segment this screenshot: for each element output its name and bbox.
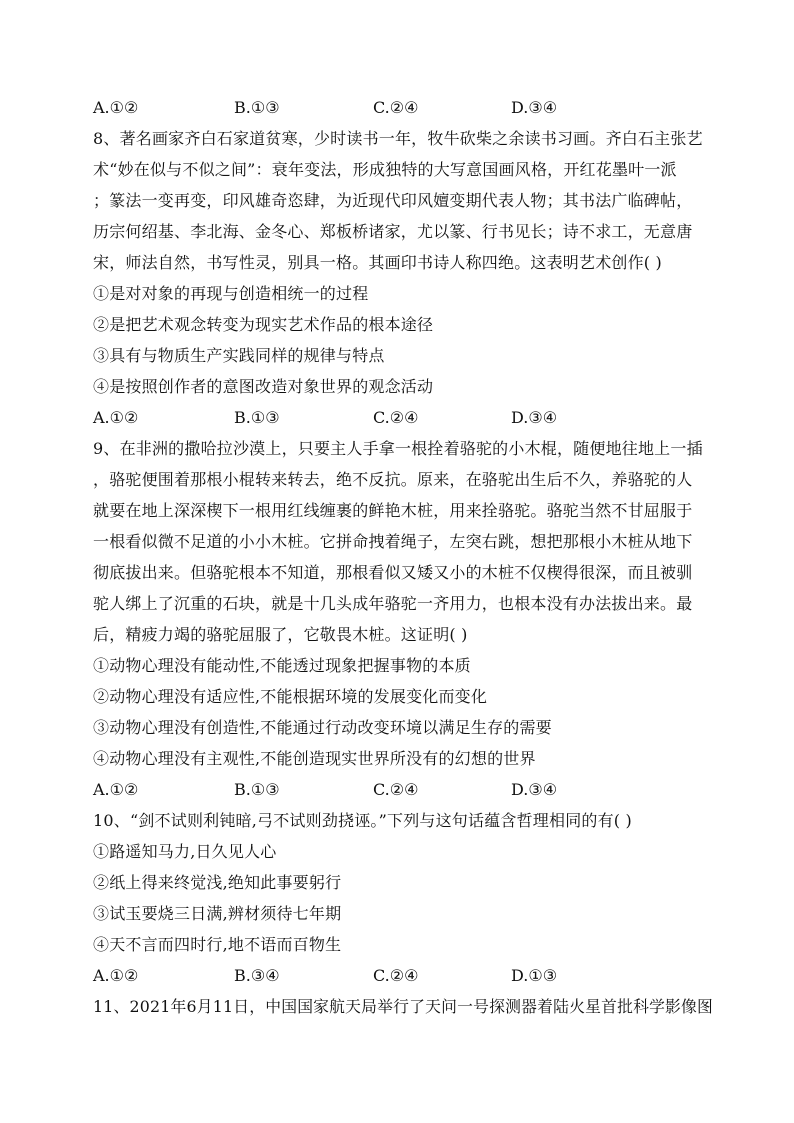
- statement-3: ③动物心理没有创造性,不能通过行动改变环境以满足生存的需要: [93, 718, 552, 737]
- option-b: B.③④: [234, 966, 280, 985]
- question-8-text: ；篆法一变再变，印风雄奇恣肆，为近现代印风嬗变期代表人物；其书法广临碑帖，: [93, 191, 693, 210]
- question-8-text: 宋，师法自然，书写性灵，别具一格。其画印书诗人称四绝。这表明艺术创作( ): [93, 253, 662, 272]
- statement-4: ④天不言而四时行,地不语而百物生: [93, 935, 342, 954]
- statement-3: ③具有与物质生产实践同样的规律与特点: [93, 346, 385, 365]
- statement-2: ②动物心理没有适应性,不能根据环境的发展变化而变化: [93, 687, 488, 706]
- answer-options-q8: [93, 408, 693, 428]
- question-9-text: ，骆驼便围着那根小棍转来转去，绝不反抗。原来，在骆驼出生后不久，养骆驼的人: [93, 470, 693, 489]
- question-11-text: 11、2021年6月11日，中国国家航天局举行了天问一号探测器着陆火星首批科学影像图: [93, 997, 714, 1016]
- question-10-text: 10、“剑不试则利钝暗,弓不试则劲挠诬。”下列与这句话蕴含哲理相同的有( ): [93, 811, 632, 830]
- question-9-text: 9、在非洲的撒哈拉沙漠上，只要主人手拿一根拴着骆驼的小木棍，随便地往地上一插: [93, 439, 703, 458]
- statement-2: ②是把艺术观念转变为现实艺术作品的根本途径: [93, 315, 434, 334]
- question-8-text: 术“妙在似与不似之间”：衰年变法，形成独特的大写意国画风格，开红花墨叶一派: [93, 160, 677, 179]
- question-8-text: 历宗何绍基、李北海、金冬心、郑板桥诸家，尤以篆、行书见长；诗不求工，无意唐: [93, 222, 693, 241]
- statement-3: ③试玉要烧三日满,辨材须待七年期: [93, 904, 342, 923]
- question-9-text: 就要在地上深深楔下一根用红线缠裹的鲜艳木桩，用来拴骆驼。骆驼当然不甘屈服于: [93, 501, 693, 520]
- option-c: C.②④: [373, 780, 419, 799]
- option-c: C.②④: [373, 966, 419, 985]
- option-c: C.②④: [373, 98, 419, 117]
- statement-4: ④动物心理没有主观性,不能创造现实世界所没有的幻想的世界: [93, 749, 536, 768]
- option-b: B.①③: [234, 408, 280, 427]
- option-a: A.①②: [93, 408, 139, 427]
- option-a: A.①②: [93, 98, 139, 117]
- option-a: A.①②: [93, 780, 139, 799]
- statement-4: ④是按照创作者的意图改造对象世界的观念活动: [93, 377, 434, 396]
- option-b: B.①③: [234, 780, 280, 799]
- question-9-text: 后，精疲力竭的骆驼屈服了，它敬畏木桩。这证明( ): [93, 625, 468, 644]
- question-9-text: 彻底拔出来。但骆驼根本不知道，那根看似又矮又小的木桩不仅楔得很深，而且被驯: [93, 563, 693, 582]
- option-d: D.③④: [511, 780, 558, 799]
- option-a: A.①②: [93, 966, 139, 985]
- option-c: C.②④: [373, 408, 419, 427]
- statement-1: ①路遥知马力,日久见人心: [93, 842, 277, 861]
- option-b: B.①③: [234, 98, 280, 117]
- answer-options-q7: [93, 98, 693, 118]
- option-d: D.①③: [511, 966, 558, 985]
- question-9-text: 一根看似微不足道的小小木桩。它拼命拽着绳子，左突右跳，想把那根小木桩从地下: [93, 532, 693, 551]
- statement-2: ②纸上得来终觉浅,绝知此事要躬行: [93, 873, 342, 892]
- question-8-text: 8、著名画家齐白石家道贫寒，少时读书一年，牧牛砍柴之余读书习画。齐白石主张艺: [93, 129, 703, 148]
- answer-options-q9: [93, 780, 693, 800]
- option-d: D.③④: [511, 98, 558, 117]
- statement-1: ①是对对象的再现与创造相统一的过程: [93, 284, 369, 303]
- statement-1: ①动物心理没有能动性,不能透过现象把握事物的本质: [93, 656, 471, 675]
- question-9-text: 驼人绑上了沉重的石块，就是十几头成年骆驼一齐用力，也根本没有办法拔出来。最: [93, 594, 693, 613]
- answer-options-q10: [93, 966, 693, 986]
- option-d: D.③④: [511, 408, 558, 427]
